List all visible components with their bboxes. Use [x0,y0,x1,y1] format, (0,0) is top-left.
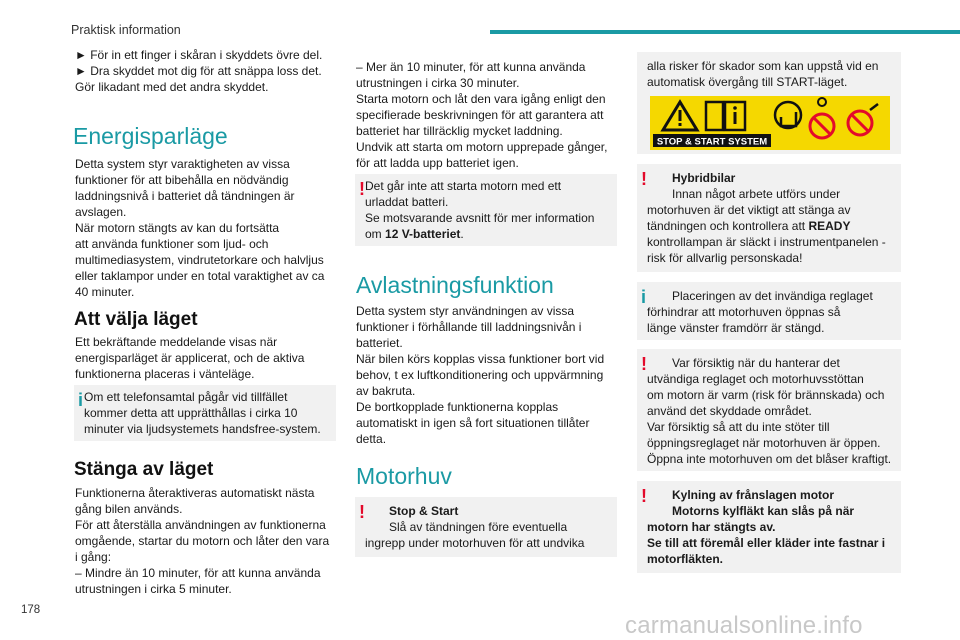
info-icon: i [641,287,647,307]
watermark: carmanualsonline.info [625,612,863,639]
label-text: STOP & START SYSTEM [656,136,768,148]
warning-icon: ! [359,502,365,522]
warning-box-battery [355,174,617,246]
warning-box-careful [637,349,901,471]
info-box-phone [74,385,336,441]
stop-start-warning-label [650,96,890,150]
warning-box-stop-start [355,497,617,557]
running-header: Praktisk information [71,23,181,37]
careful-text: Var försiktig när du hanterar det utvändiga reglaget och motorhuvsstöttan om motorn är varm (risk för brännskada) och använd det skyddade området. Var försiktig så att du inte stöter till öppningsreglaget när motorhuven är öppen. Öppna inte motorhuven om det blåser kraftigt. [647,356,892,466]
heading-load-shedding: Avlastningsfunktion [356,272,554,298]
continued-text: – Mer än 10 minuter, för att kunna använda utrustningen i cirka 30 minuter. Starta motorn och låt den vara igång enligt den specifierade beskrivningen för att garantera att batteriet har tillräcklig mycket laddning. Undvik att starta om motorn upprepade gånger, för att ladda upp batteriet igen. [356,60,608,170]
load-shedding-text: Detta system styr användningen av vissa funktioner i förhållande till laddningsnivån i batteriet. När bilen körs kopplas vissa funktioner bort vid behov, t ex luftkonditionering och uppvärmning av bakruta. De bortkopplade funktionerna kopplas automatiskt in igen så fort situationen tillåter detta. [356,304,605,446]
heading-turn-off: Stänga av läget [74,459,214,480]
hybrid-text: Innan något arbete utförs under motorhuven är det viktigt att stänga av tändningen och kontrollera att READY kontrollampan är släckt i instrumentpanelen - risk för allvarlig personskada! [647,187,886,265]
info-icon: i [78,390,84,410]
warning-icon: ! [641,354,647,374]
info-box-text: Om ett telefonsamtal pågår vid tillfället kommer detta att upprätthållas i cirka 10 minuter via ljudsystemets handsfree-system. [84,390,321,436]
select-text: Ett bekräftande meddelande visas när energisparläget är applicerat, och de aktiva funktionerna placeras i vänteläge. [75,335,305,381]
energy-text: Detta system styr varaktigheten av vissa funktioner för att bibehålla en nödvändig laddningsnivå i batteriet då tändningen är avslagen. När motorn stängts av kan du fortsätta att använda funktioner som ljud- och multimediasystem, vindrutetorkare och halvljus eller taklampor under en total varaktighet av ca 40 minuter. [75,157,325,299]
bonnet-release-text: Placeringen av det invändiga reglaget förhindrar att motorhuven öppnas så länge vänster framdörr är stängd. [647,289,873,335]
warning-box-text: Det går inte att starta motorn med ett urladdat batteri. Se motsvarande avsnitt för mer information om 12 V-batteriet. [365,179,595,241]
heading-energy-saving: Energisparläge [73,123,228,149]
hybrid-title: Hybridbilar [672,171,736,185]
intro-text: ► För in ett finger i skåran i skyddets övre del. ► Dra skyddet mot dig för att snäppa loss det. Gör likadant med det andra skyddet. [75,48,323,94]
stop-start-text: Slå av tändningen före eventuella ingrepp under motorhuven för att undvika [365,520,585,550]
info-box-bonnet-release [637,282,901,340]
cooling-fan-title: Kylning av frånslagen motor [672,488,835,502]
stop-start-continued-text: alla risker för skador som kan uppstå vid en automatisk övergång till START-läget. [647,59,879,89]
heading-select-mode: Att välja läget [74,309,198,330]
header-accent-bar [490,30,960,34]
warning-icon: ! [641,169,647,189]
turn-off-text: Funktionerna återaktiveras automatiskt nästa gång bilen används. För att återställa användningen av funktionerna omgående, startar du motorn och låter den vara i gång: – Mindre än 10 minuter, för att kunna använda utrustningen i cirka 5 minuter. [75,486,330,596]
warning-icon: ! [641,486,647,506]
page-number: 178 [21,604,41,616]
cooling-fan-text: Motorns kylfläkt kan slås på när motorn har stängts av. Se till att föremål eller kläder inte fastnar i motorfläkten. [647,504,886,566]
stop-start-continued-box [637,52,901,154]
warning-box-cooling-fan [637,481,901,573]
stop-start-title: Stop & Start [389,504,459,518]
warning-box-hybrid [637,164,901,272]
warning-icon: ! [359,179,365,199]
heading-bonnet: Motorhuv [356,463,452,489]
